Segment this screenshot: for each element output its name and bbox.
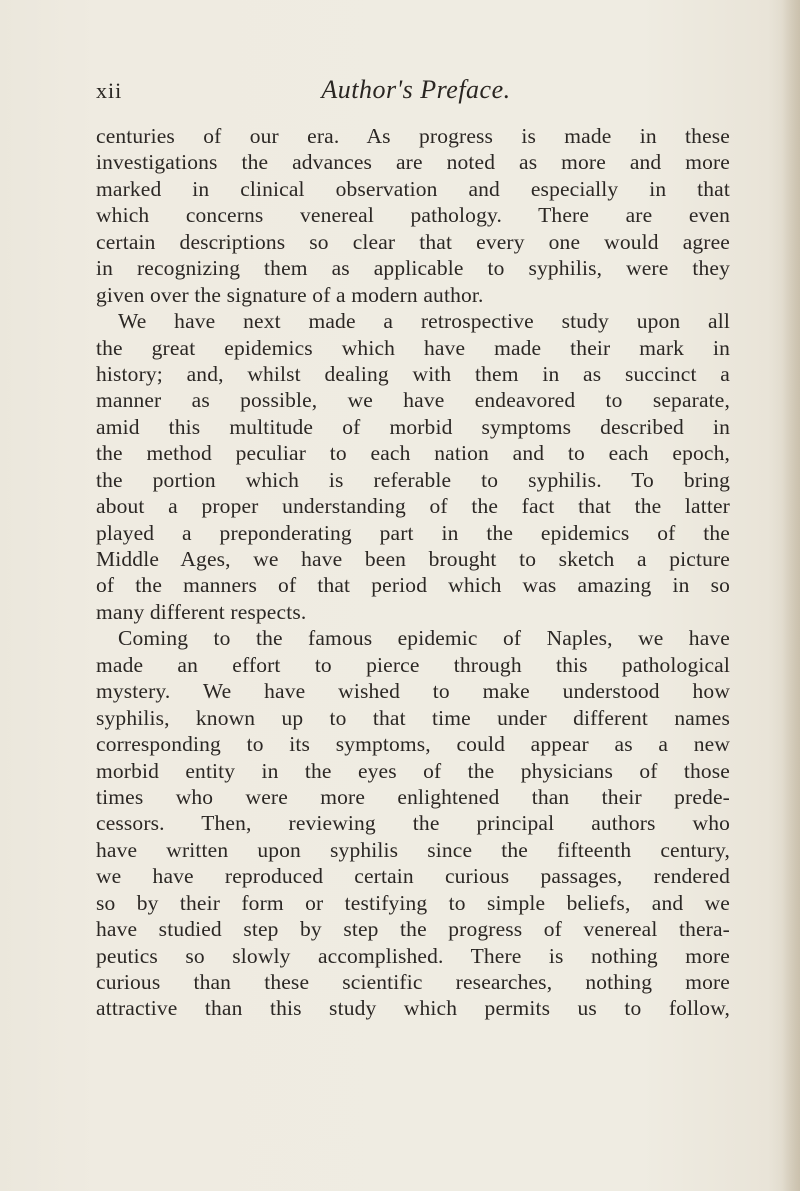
text-line: morbid entity in the eyes of the physicians of those — [96, 758, 730, 783]
page-edge-shadow — [782, 0, 800, 1191]
text-line: played a preponderating part in the epidemics of the — [96, 520, 730, 545]
text-line: about a proper understanding of the fact that the latter — [96, 494, 730, 519]
text-line: given over the signature of a modern author. — [96, 282, 484, 307]
text-line: history; and, whilst dealing with them in as succinct a — [96, 361, 730, 386]
text-line: in recognizing them as applicable to syphilis, were they — [96, 256, 730, 281]
text-line: many different respects. — [96, 599, 307, 624]
text-line: Middle Ages, we have been brought to sketch a picture — [96, 547, 730, 571]
text-line: have studied step by step the progress of venereal thera- — [96, 917, 730, 942]
text-line: so by their form or testifying to simple beliefs, and we — [96, 890, 730, 915]
text-line: attractive than this study which permits us to follow, — [96, 996, 730, 1021]
text-line: syphilis, known up to that time under different names — [96, 705, 730, 730]
text-line: mystery. We have wished to make understood how — [96, 679, 730, 704]
text-line: of the manners of that period which was amazing in so — [96, 573, 730, 598]
text-line: corresponding to its symptoms, could appear as a new — [96, 732, 730, 757]
text-line: marked in clinical observation and especially in that — [96, 176, 730, 201]
text-line: made an effort to pierce through this pathological — [96, 652, 730, 677]
running-head-title: Author's Preface. — [321, 75, 511, 104]
text-line: amid this multitude of morbid symptoms described in — [96, 414, 730, 439]
text-line: We have next made a retrospective study upon all — [118, 309, 730, 334]
text-line: the method peculiar to each nation and to each epoch, — [96, 441, 730, 466]
text-line: certain descriptions so clear that every one would agree — [96, 229, 730, 254]
text-line: curious than these scientific researches, nothing more — [96, 970, 730, 994]
text-line: cessors. Then, reviewing the principal authors who — [96, 811, 730, 836]
text-line: the great epidemics which have made their mark in — [96, 335, 730, 360]
text-line: investigations the advances are noted as more and more — [96, 150, 730, 175]
text-line: which concerns venereal pathology. There are even — [96, 203, 730, 228]
text-line: peutics so slowly accomplished. There is nothing more — [96, 943, 730, 968]
text-line: have written upon syphilis since the fifteenth century, — [96, 837, 730, 862]
text-line: the portion which is referable to syphilis. To bring — [96, 467, 730, 492]
running-head — [96, 70, 736, 110]
text-line: times who were more enlightened than their prede- — [96, 784, 730, 809]
body-text — [96, 123, 730, 1022]
text-line: we have reproduced certain curious passages, rendered — [96, 864, 730, 889]
text-line: centuries of our era. As progress is made in these — [96, 124, 730, 148]
text-line: manner as possible, we have endeavored to separate, — [96, 388, 730, 413]
page-number: xii — [96, 78, 123, 103]
text-line: Coming to the famous epidemic of Naples, we have — [118, 626, 730, 651]
